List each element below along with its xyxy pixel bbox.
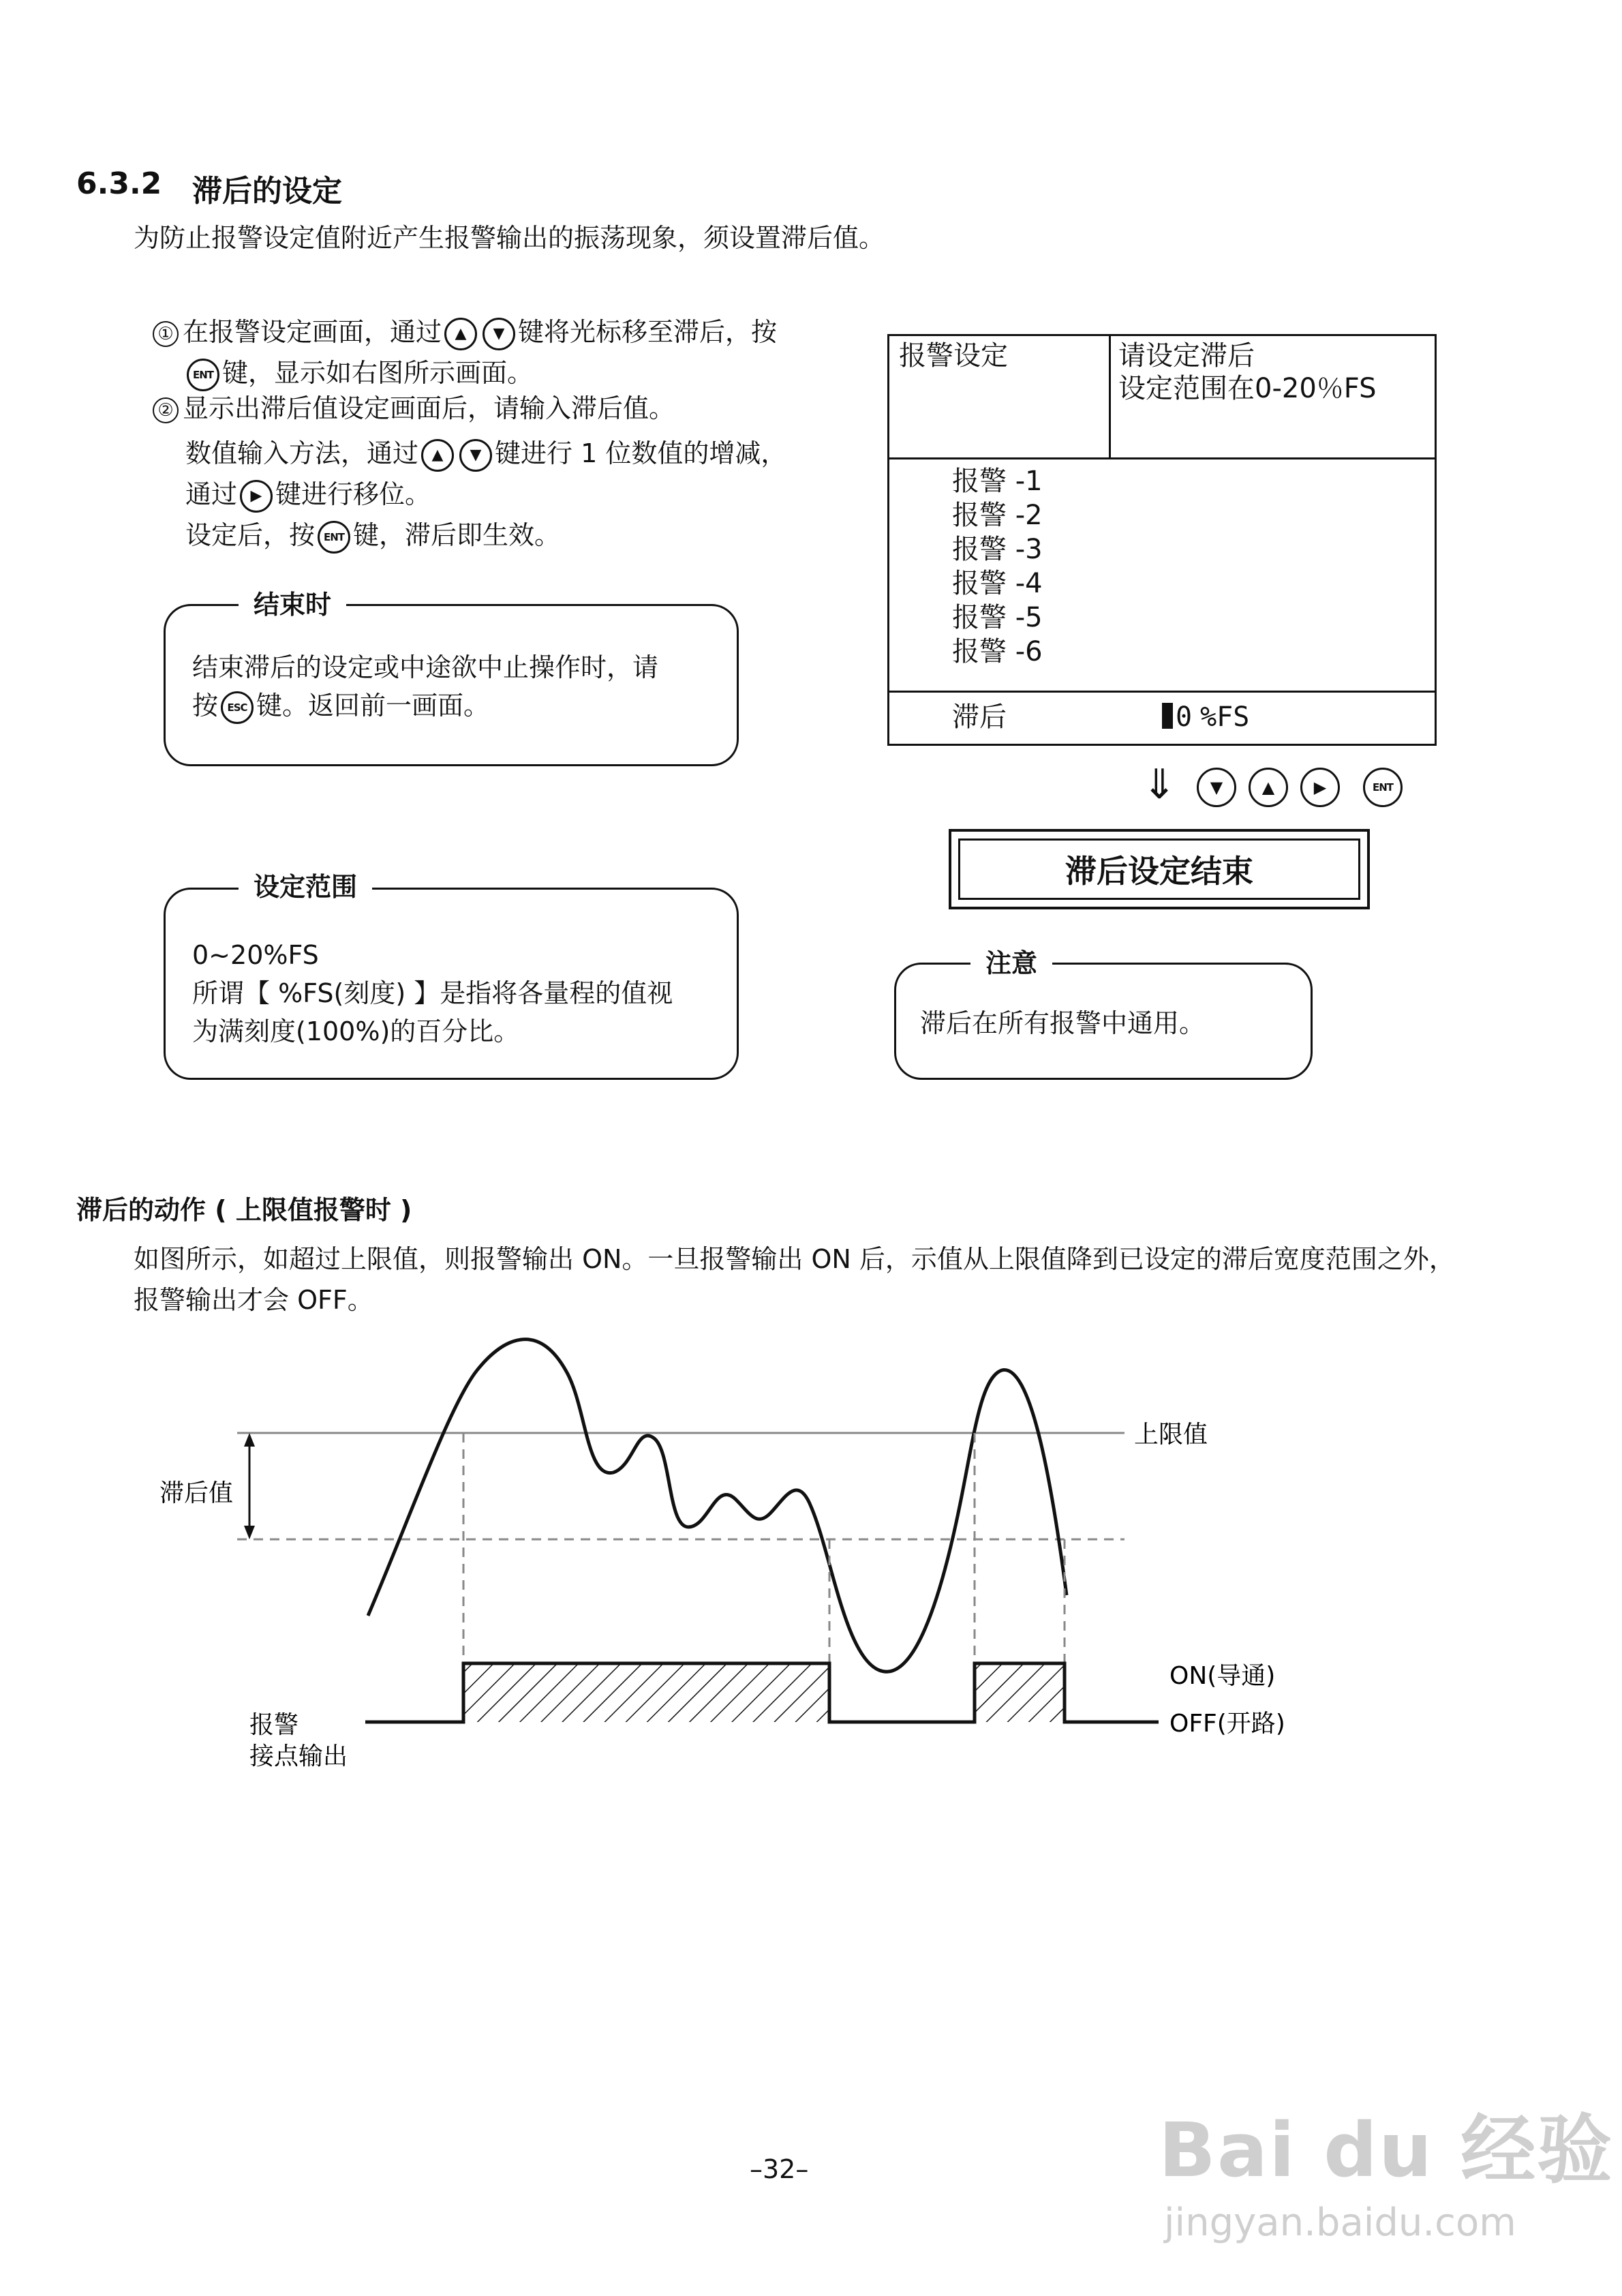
panel-footer-divider bbox=[889, 691, 1435, 693]
section-number: 6.3.2 bbox=[76, 166, 162, 201]
step-2-text: 显示出滞后值设定画面后，请输入滞后值。 bbox=[183, 393, 675, 423]
page-number: –32– bbox=[750, 2154, 809, 2184]
panel-alarm-2: 报警 -2 bbox=[952, 500, 1043, 531]
up-key-icon: ▲ bbox=[421, 439, 454, 472]
input-method-text-b: 键进行 1 位数值的增减， bbox=[495, 438, 787, 468]
range-note-line-3: 为满刻度(100%)的百分比。 bbox=[192, 1016, 520, 1046]
panel-alarm-5: 报警 -5 bbox=[952, 602, 1043, 633]
end-note-line-1: 结束滞后的设定或中途欲中止操作时，请 bbox=[192, 652, 659, 682]
result-box bbox=[949, 829, 1370, 909]
step-1-number: ① bbox=[153, 321, 179, 347]
range-note-line-2: 所谓【 %FS(刻度) 】是指将各量程的值视 bbox=[192, 978, 673, 1008]
down-key-icon: ▼ bbox=[459, 439, 492, 472]
after-setting-line bbox=[185, 515, 560, 555]
action-heading: 滞后的动作 ( 上限值报警时 ) bbox=[76, 1195, 412, 1225]
down-key-icon: ▼ bbox=[1197, 768, 1236, 807]
after-setting-text-b: 键，滞后即生效。 bbox=[353, 520, 561, 550]
section-title: 滞后的设定 bbox=[192, 174, 342, 209]
ent-key-icon: ENT bbox=[318, 521, 350, 554]
move-text-a: 通过 bbox=[185, 479, 238, 509]
baidu-logo: Bai du 经验 bbox=[1159, 2106, 1614, 2194]
output-label-2: 接点输出 bbox=[249, 1742, 348, 1770]
up-key-icon: ▲ bbox=[444, 318, 477, 350]
down-key-icon: ▼ bbox=[483, 318, 515, 350]
panel-alarm-1: 报警 -1 bbox=[952, 466, 1043, 497]
action-line-2: 报警输出才会 OFF。 bbox=[134, 1285, 373, 1315]
end-note-text-a: 按 bbox=[192, 691, 219, 721]
panel-hysteresis-value[interactable] bbox=[1162, 700, 1249, 734]
flow-keys bbox=[1194, 768, 1405, 807]
esc-key-icon: ESC bbox=[221, 691, 254, 724]
flow-arrow-icon: ⇓ bbox=[1142, 761, 1177, 809]
step-1-text-c: 键，显示如右图所示画面。 bbox=[222, 358, 534, 388]
panel-hysteresis-label: 滞后 bbox=[952, 701, 1007, 733]
watermark-url: jingyan.baidu.com bbox=[1164, 2201, 1516, 2245]
step-1-line-2 bbox=[184, 353, 533, 393]
up-key-icon: ▲ bbox=[1249, 768, 1288, 807]
panel-alarm-3: 报警 -3 bbox=[952, 534, 1043, 565]
upper-limit-label: 上限值 bbox=[1134, 1421, 1208, 1449]
caution-note-label: 注意 bbox=[970, 946, 1052, 980]
range-note-label: 设定范围 bbox=[239, 870, 372, 904]
action-line-1: 如图所示，如超过上限值，则报警输出 ON。一旦报警输出 ON 后，示值从上限值降到已设定的滞后宽度范围之外， bbox=[134, 1244, 1455, 1274]
on-label: ON(导通) bbox=[1169, 1662, 1276, 1690]
right-key-icon: ▶ bbox=[240, 480, 273, 513]
range-note-line-1: 0~20%FS bbox=[192, 940, 319, 970]
panel-prompt-2: 设定范围在0-20％FS bbox=[1118, 373, 1377, 404]
cursor-block bbox=[1162, 703, 1173, 729]
panel-prompt-1: 请设定滞后 bbox=[1118, 340, 1255, 372]
lcd-panel bbox=[887, 334, 1437, 746]
panel-divider bbox=[1109, 336, 1111, 457]
process-value-curve bbox=[368, 1340, 1067, 1672]
output-on-region-2 bbox=[975, 1663, 1065, 1722]
input-method-text-a: 数值输入方法，通过 bbox=[185, 438, 419, 468]
result-text: 滞后设定结束 bbox=[958, 839, 1360, 900]
move-line bbox=[185, 474, 431, 514]
hysteresis-label: 滞后值 bbox=[159, 1479, 234, 1507]
hysteresis-arrow-up-head bbox=[244, 1433, 255, 1447]
section-intro: 为防止报警设定值附近产生报警输出的振荡现象，须设置滞后值。 bbox=[134, 223, 885, 253]
off-label: OFF(开路) bbox=[1169, 1710, 1285, 1738]
step-2-number: ② bbox=[153, 397, 179, 423]
output-on-region-1 bbox=[463, 1663, 829, 1722]
panel-alarm-4: 报警 -4 bbox=[952, 568, 1043, 599]
move-text-b: 键进行移位。 bbox=[275, 479, 431, 509]
ent-key-icon: ENT bbox=[187, 359, 219, 391]
step-1-text-b: 键将光标移至滞后，按 bbox=[518, 317, 778, 347]
caution-note-text: 滞后在所有报警中通用。 bbox=[920, 1008, 1206, 1038]
hysteresis-unit: %FS bbox=[1200, 701, 1250, 733]
panel-title: 报警设定 bbox=[899, 340, 1008, 372]
step-1-text-a: 在报警设定画面，通过 bbox=[183, 317, 442, 347]
end-note-text-b: 键。返回前一画面。 bbox=[256, 691, 490, 721]
right-key-icon: ▶ bbox=[1300, 768, 1340, 807]
hysteresis-diagram bbox=[0, 1329, 1622, 1772]
end-note-label: 结束时 bbox=[239, 588, 346, 622]
end-note-line-2 bbox=[192, 686, 489, 725]
step-2-line bbox=[153, 389, 675, 428]
hysteresis-arrow-down-head bbox=[244, 1526, 255, 1539]
hysteresis-digit: 0 bbox=[1176, 701, 1193, 733]
panel-alarm-6: 报警 -6 bbox=[952, 636, 1043, 667]
output-label-1: 报警 bbox=[249, 1711, 299, 1739]
ent-key-icon: ENT bbox=[1363, 768, 1403, 807]
after-setting-text-a: 设定后，按 bbox=[185, 520, 316, 550]
input-method-line bbox=[185, 434, 786, 473]
step-1-line-1 bbox=[153, 312, 777, 352]
